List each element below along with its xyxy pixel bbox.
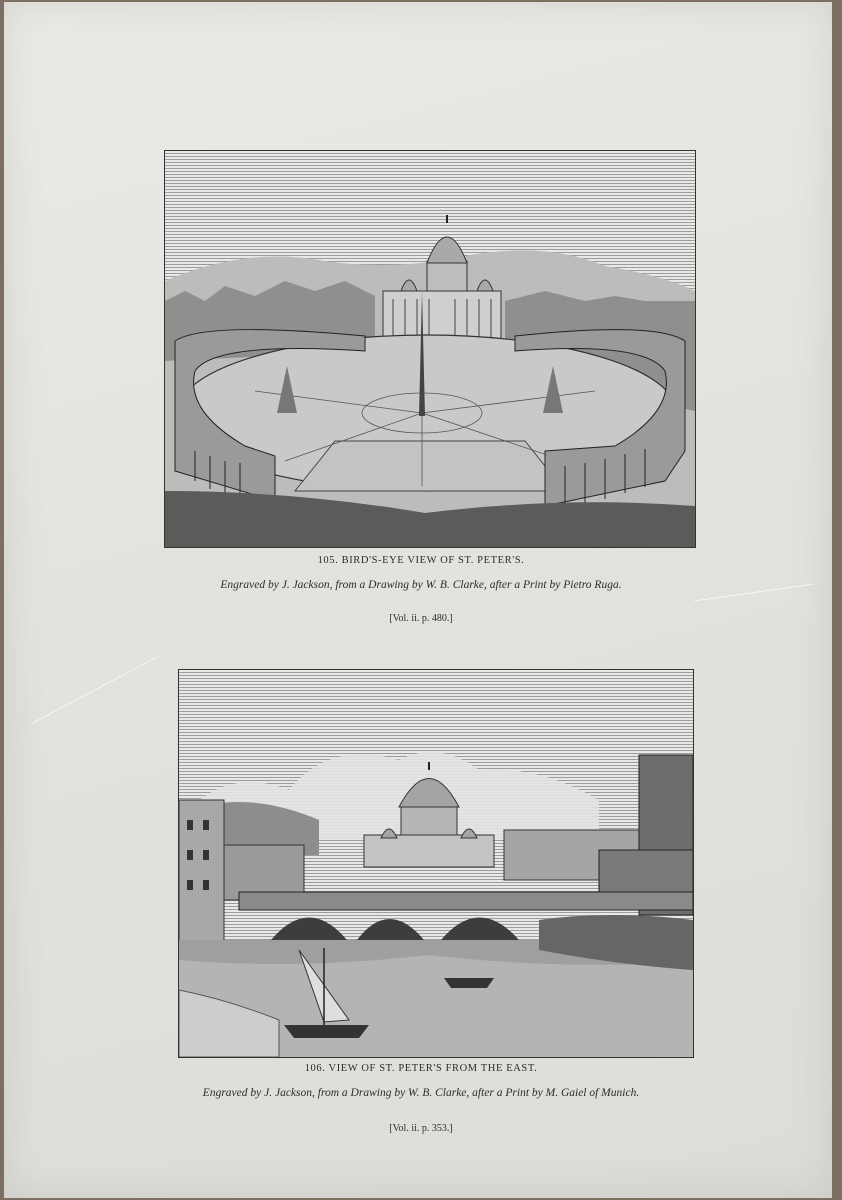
paper-crease (32, 657, 156, 724)
plate-105-title-line (0, 555, 842, 566)
plate-105-title: BIRD'S-EYE VIEW OF ST. PETER'S. (341, 555, 525, 566)
plate-105-credit: Engraved by J. Jackson, from a Drawing by W. B. Clarke, after a Print by Pietro Ruga. (220, 579, 622, 591)
birds-eye-illustration (165, 151, 695, 547)
plate-106-reference: [Vol. ii. p. 353.] (389, 1123, 453, 1134)
plate-106-title: VIEW OF ST. PETER'S FROM THE EAST. (328, 1063, 538, 1074)
plate-106-credit: Engraved by J. Jackson, from a Drawing by W. B. Clarke, after a Print by M. Gaiel of Munich. (202, 1087, 640, 1099)
engraving-birds-eye-view (164, 150, 696, 548)
plate-106-title-line (0, 1063, 842, 1074)
plate-105-reference: [Vol. ii. p. 480.] (389, 613, 453, 624)
plate-106-number: 106. (304, 1063, 326, 1074)
east-view-illustration (179, 670, 693, 1057)
engraving-view-from-east (178, 669, 694, 1058)
plate-105-number: 105. (317, 555, 339, 566)
